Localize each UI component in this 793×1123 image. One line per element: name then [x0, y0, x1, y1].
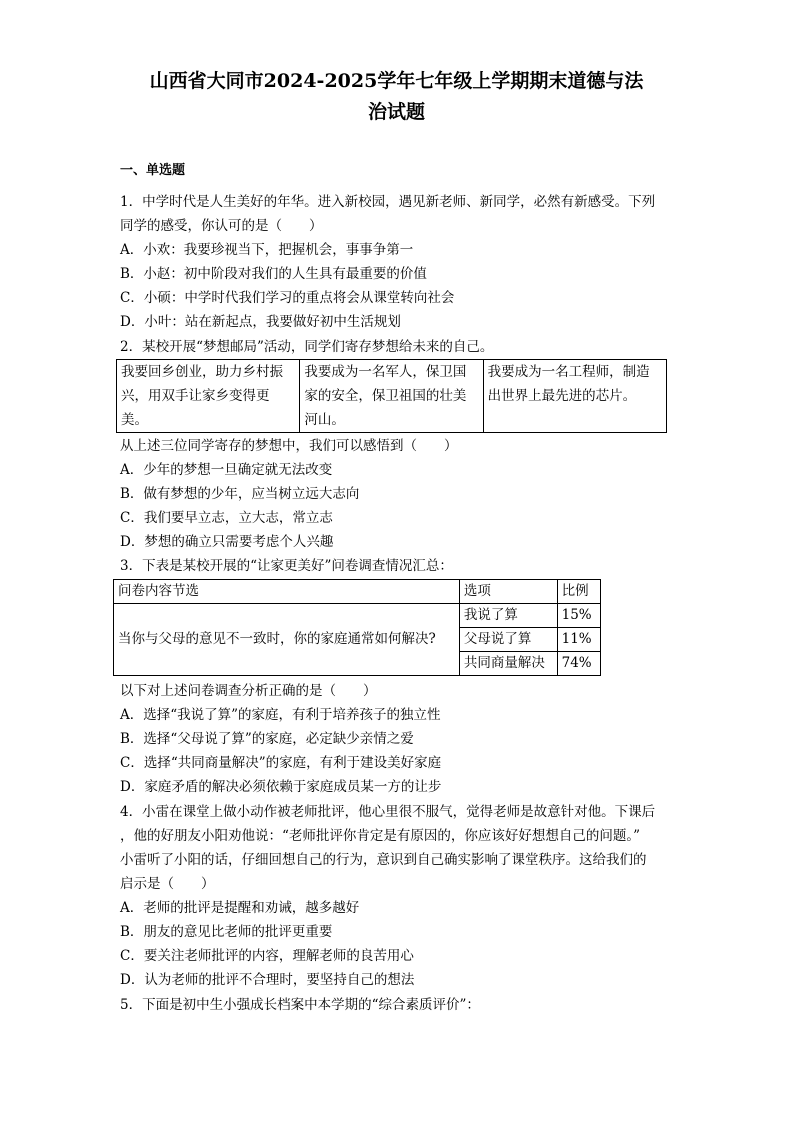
q4-option-a: A．老师的批评是提醒和劝诫，越多越好 — [120, 900, 360, 916]
q3-option-c: C．选择“共同商量解决”的家庭，有利于建设美好家庭 — [120, 755, 442, 771]
q4-stem-line3: 小雷听了小阳的话，仔细回想自己的行为，意识到自己确实影响了课堂秩序。这给我们的 — [120, 852, 647, 868]
q2-dream-cell-1: 我要回乡创业，助力乡村振兴，用双手让家乡变得更美。 — [117, 360, 300, 433]
q3-ratio-cell: 15% — [557, 604, 600, 628]
q2-option-a: A．少年的梦想一旦确定就无法改变 — [120, 462, 333, 478]
q1-stem-line2: 同学的感受，你认可的是（ ） — [120, 218, 323, 234]
q3-question: 以下对上述问卷调查分析正确的是（ ） — [120, 683, 377, 699]
q1-stem-line1: 1．中学时代是人生美好的年华。进入新校园，遇见新老师、新同学，必然有新感受。下列 — [120, 194, 656, 210]
q1-option-c: C．小硕：中学时代我们学习的重点将会从课堂转向社会 — [120, 290, 455, 306]
q4-stem-line1: 4．小雷在课堂上做小动作被老师批评，他心里很不服气，觉得老师是故意针对他。下课后 — [120, 804, 656, 820]
exam-title-line1: 山西省大同市2024-2025学年七年级上学期期末道德与法 — [149, 70, 644, 92]
q3-option-cell: 我说了算 — [459, 604, 557, 628]
q3-option-b: B．选择“父母说了算”的家庭，必定缺少亲情之爱 — [120, 731, 414, 747]
q2-dream-table — [116, 359, 667, 433]
q2-option-c: C．我们要早立志，立大志，常立志 — [120, 510, 333, 526]
exam-title-line2: 治试题 — [367, 101, 425, 123]
q4-stem-line2: ，他的好朋友小阳劝他说：“老师批评你肯定是有原因的，你应该好好想想自己的问题。” — [120, 828, 641, 844]
q3-header-content: 问卷内容节选 — [114, 580, 460, 604]
q3-option-cell: 父母说了算 — [459, 628, 557, 652]
q3-question-cell: 当你与父母的意见不一致时，你的家庭通常如何解决? — [114, 604, 460, 676]
q1-option-a: A．小欢：我要珍视当下，把握机会，事事争第一 — [120, 242, 414, 258]
q2-dream-cell-3: 我要成为一名工程师，制造出世界上最先进的芯片。 — [483, 360, 666, 433]
q3-ratio-cell: 74% — [557, 652, 600, 676]
q4-option-c: C．要关注老师批评的内容，理解老师的良苦用心 — [120, 948, 414, 964]
q3-survey-table — [113, 579, 601, 676]
q3-option-a: A．选择“我说了算”的家庭，有利于培养孩子的独立性 — [120, 707, 441, 723]
q2-option-d: D．梦想的确立只需要考虑个人兴趣 — [120, 534, 334, 550]
q4-option-d: D．认为老师的批评不合理时，要坚持自己的想法 — [120, 972, 415, 988]
q2-dream-cell-2: 我要成为一名军人，保卫国家的安全，保卫祖国的壮美河山。 — [300, 360, 483, 433]
q2-question: 从上述三位同学寄存的梦想中，我们可以感悟到（ ） — [120, 438, 458, 454]
q1-option-d: D．小叶：站在新起点，我要做好初中生活规划 — [120, 314, 401, 330]
q3-header-ratio: 比例 — [557, 580, 600, 604]
q3-ratio-cell: 11% — [557, 628, 600, 652]
q4-stem-line4: 启示是（ ） — [120, 876, 215, 892]
q3-option-d: D．家庭矛盾的解决必须依赖于家庭成员某一方的让步 — [120, 779, 442, 795]
q2-stem: 2．某校开展“梦想邮局”活动，同学们寄存梦想给未来的自己。 — [120, 339, 494, 355]
q3-header-option: 选项 — [459, 580, 557, 604]
q3-option-cell: 共同商量解决 — [459, 652, 557, 676]
q5-stem: 5．下面是初中生小强成长档案中本学期的“综合素质评价”： — [120, 997, 480, 1013]
q4-option-b: B．朋友的意见比老师的批评更重要 — [120, 924, 333, 940]
q1-option-b: B．小赵：初中阶段对我们的人生具有最重要的价值 — [120, 266, 427, 282]
section-heading: 一、单选题 — [120, 163, 186, 178]
q3-stem: 3．下表是某校开展的“让家更美好”问卷调查情况汇总： — [120, 558, 453, 574]
q2-option-b: B．做有梦想的少年，应当树立远大志向 — [120, 486, 360, 502]
